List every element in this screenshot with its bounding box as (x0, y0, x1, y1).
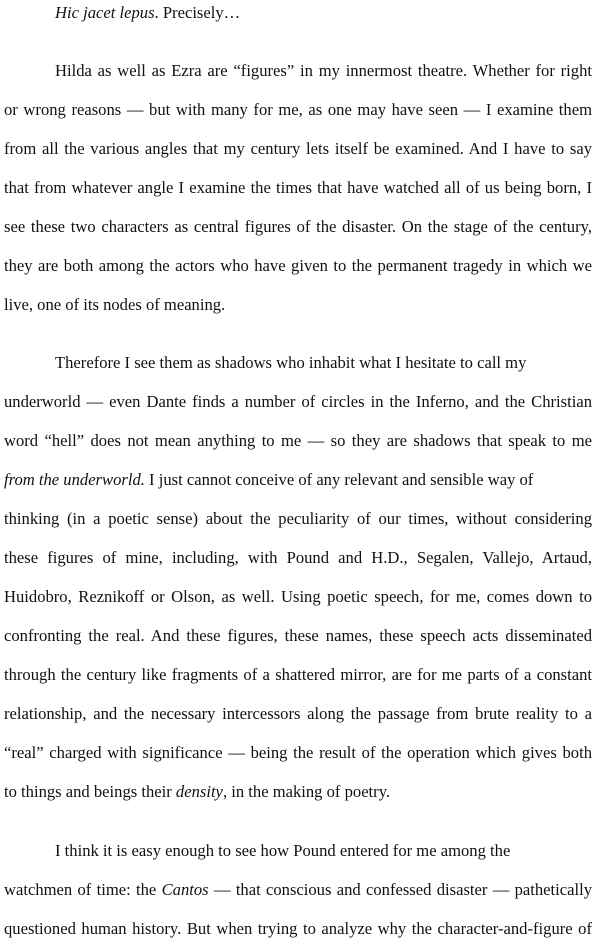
p1-line-6: they are both among the actors who have given to the permanent tragedy in which we (4, 256, 592, 275)
opening-rest: . Precisely… (154, 3, 241, 22)
p2-line-12-b: , in the making of poetry. (222, 782, 391, 801)
p1-line-7: live, one of its nodes of meaning. (4, 295, 226, 314)
p1-line-1: Hilda as well as Ezra are “figures” in my innermost theatre. Whether for right (55, 61, 592, 80)
p1-line-3: from all the various angles that my century lets itself be examined. And I have to say (4, 139, 592, 158)
p2-line-5: thinking (in a poetic sense) about the peculiarity of our times, without considering (4, 509, 592, 528)
p2-line-9: through the century like fragments of a shattered mirror, are for me parts of a constant (4, 665, 592, 684)
italic-word: density (175, 782, 223, 801)
p2-line-1: Therefore I see them as shadows who inhabit what I hesitate to call my (55, 353, 527, 372)
p1-line-2: or wrong reasons — but with many for me, as one may have seen — I examine them (4, 100, 592, 119)
opening-line (55, 3, 240, 23)
p2-line-8: confronting the real. And these figures, these names, these speech acts disseminated (4, 626, 592, 645)
p2-line-2: underworld — even Dante finds a number of circles in the Inferno, and the Christian (4, 392, 592, 411)
p1-line-4: that from whatever angle I examine the times that have watched all of us being born, I (4, 178, 592, 197)
p2-line-6: these figures of mine, including, with Pound and H.D., Segalen, Vallejo, Artaud, (4, 548, 592, 567)
p1-line-5: see these two characters as central figures of the disaster. On the stage of the century, (4, 217, 592, 236)
p2-line-4-rest: I just cannot conceive of any relevant and sensible way of (144, 470, 534, 489)
p2-line-11: “real” charged with significance — being the result of the operation which gives both (4, 743, 592, 762)
p2-line-12 (4, 782, 390, 802)
p2-line-7: Huidobro, Reznikoff or Olson, as well. Using poetic speech, for me, comes down to (4, 587, 592, 606)
latin-phrase: Hic jacet lepus (55, 3, 155, 22)
p3-line-2-b: — that conscious and confessed disaster — pathetically (208, 880, 593, 899)
p2-line-10: relationship, and the necessary intercessors along the passage from brute reality to a (4, 704, 592, 723)
p2-line-12-a: to things and beings their (4, 782, 176, 801)
p2-line-3: word “hell” does not mean anything to me — so they are shadows that speak to me (4, 431, 592, 450)
p2-line-4 (4, 470, 533, 490)
cantos-title: Cantos (161, 880, 209, 899)
p3-line-3: questioned human history. But when trying to analyze why the character-and-figure of (4, 919, 592, 938)
p3-line-2-a: watchmen of time: the (4, 880, 162, 899)
p3-line-1: I think it is easy enough to see how Pound entered for me among the (55, 841, 511, 860)
italic-phrase: from the underworld. (4, 470, 145, 489)
p3-line-2 (4, 880, 592, 900)
